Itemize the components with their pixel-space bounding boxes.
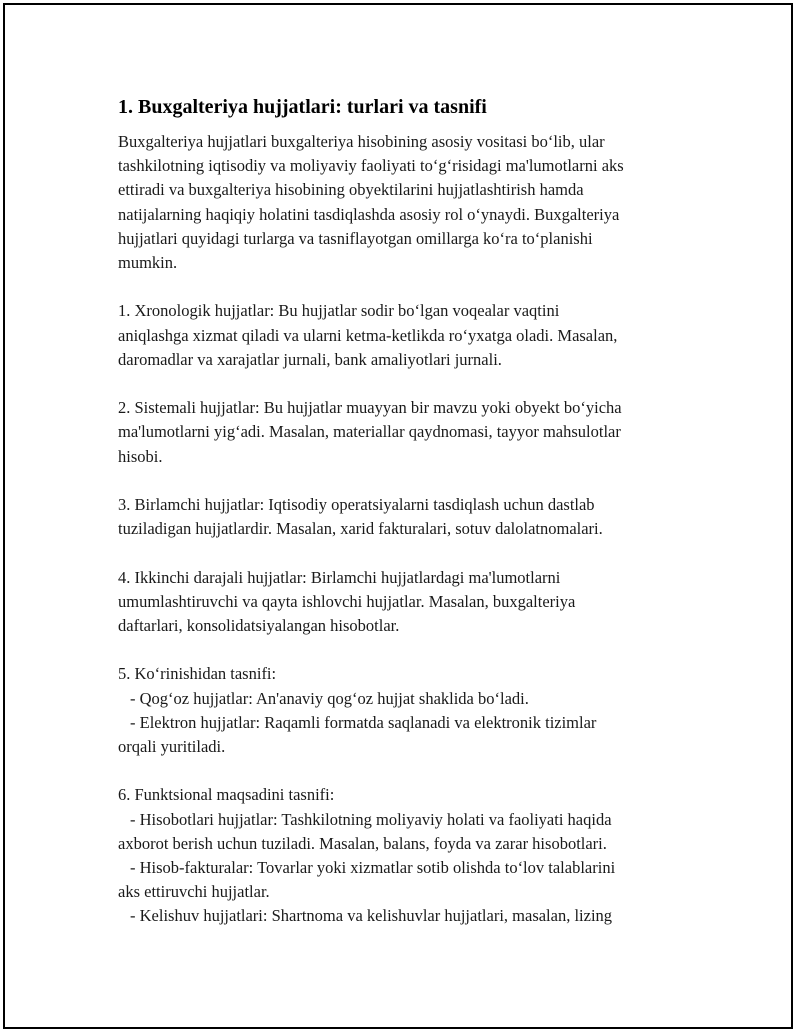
- section-systematic: [118, 396, 698, 469]
- text-line: ettiradi va buxgalteriya hisobining obyektilarini hujjatlashtirish hamda: [118, 180, 584, 200]
- text-line: 2. Sistemali hujjatlar: Bu hujjatlar muayyan bir mavzu yoki obyekt bo‘yicha: [118, 398, 622, 418]
- text-line: aniqlashga xizmat qiladi va ularni ketma-ketlikda ro‘yxatga oladi. Masalan,: [118, 325, 618, 345]
- text-line: ma'lumotlarni yig‘adi. Masalan, materiallar qaydnomasi, tayyor mahsulotlar: [118, 422, 621, 442]
- document-title: 1. Buxgalteriya hujjatlari: turlari va tasnifi: [118, 96, 487, 118]
- text-line: mumkin.: [118, 253, 178, 273]
- text-line: daftarlari, konsolidatsiyalangan hisobotlar.: [118, 616, 400, 635]
- text-line: orqali yuritiladi.: [118, 737, 226, 756]
- list-item: - Elektron hujjatlar: Raqamli formatda saqlanadi va elektronik tizimlar: [130, 712, 597, 732]
- text-line: umumlashtiruvchi va qayta ishlovchi hujjatlar. Masalan, buxgalteriya: [118, 591, 576, 611]
- list-item: - Hisob-fakturalar: Tovarlar yoki xizmatlar sotib olishda to‘lov talablarini: [130, 858, 616, 877]
- text-line: 1. Xronologik hujjatlar: Bu hujjatlar sodir bo‘lgan voqealar vaqtini: [118, 301, 560, 321]
- text-line: axborot berish uchun tuziladi. Masalan, balans, foyda va zarar hisobotlari.: [118, 833, 607, 853]
- section-primary: [118, 493, 698, 541]
- text-line: hujjatlari quyidagi turlarga va tasniflayotgan omillarga ko‘ra to‘planishi: [118, 228, 593, 248]
- text-line: daromadlar va xarajatlar jurnali, bank amaliyotlari jurnali.: [118, 349, 502, 369]
- text-line: tuziladigan hujjatlardir. Masalan, xarid fakturalari, sotuv dalolatnomalari.: [118, 519, 603, 539]
- text-line: 3. Birlamchi hujjatlar: Iqtisodiy operatsiyalarni tasdiqlash uchun dastlab: [118, 495, 595, 514]
- text-line: Buxgalteriya hujjatlari buxgalteriya hisobining asosiy vositasi bo‘lib, ular: [118, 132, 605, 151]
- text-line: hisobi.: [118, 446, 163, 466]
- text-line: natijalarning haqiqiy holatini tasdiqlashda asosiy rol o‘ynaydi. Buxgalteriya: [118, 204, 620, 224]
- section-chronological: [118, 299, 698, 372]
- section-functional-classification: [118, 783, 698, 928]
- text-line: 6. Funktsional maqsadini tasnifi:: [118, 785, 335, 805]
- text-line: 5. Ko‘rinishidan tasnifi:: [118, 664, 277, 684]
- text-line: tashkilotning iqtisodiy va moliyaviy faoliyati to‘g‘risidagi ma'lumotlarni aks: [118, 156, 624, 176]
- list-item: - Qog‘oz hujjatlar: An'anaviy qog‘oz hujjat shaklida bo‘ladi.: [130, 688, 529, 708]
- text-line: 4. Ikkinchi darajali hujjatlar: Birlamchi hujjatlardagi ma'lumotlarni: [118, 567, 561, 587]
- document-body: [118, 94, 698, 953]
- section-secondary: [118, 566, 698, 639]
- text-line: aks ettiruvchi hujjatlar.: [118, 882, 270, 902]
- intro-paragraph: [118, 130, 698, 275]
- list-item: - Kelishuv hujjatlari: Shartnoma va kelishuvlar hujjatlari, masalan, lizing: [130, 906, 613, 926]
- section-form-classification: [118, 662, 698, 759]
- list-item: - Hisobotlari hujjatlar: Tashkilotning moliyaviy holati va faoliyati haqida: [130, 809, 612, 829]
